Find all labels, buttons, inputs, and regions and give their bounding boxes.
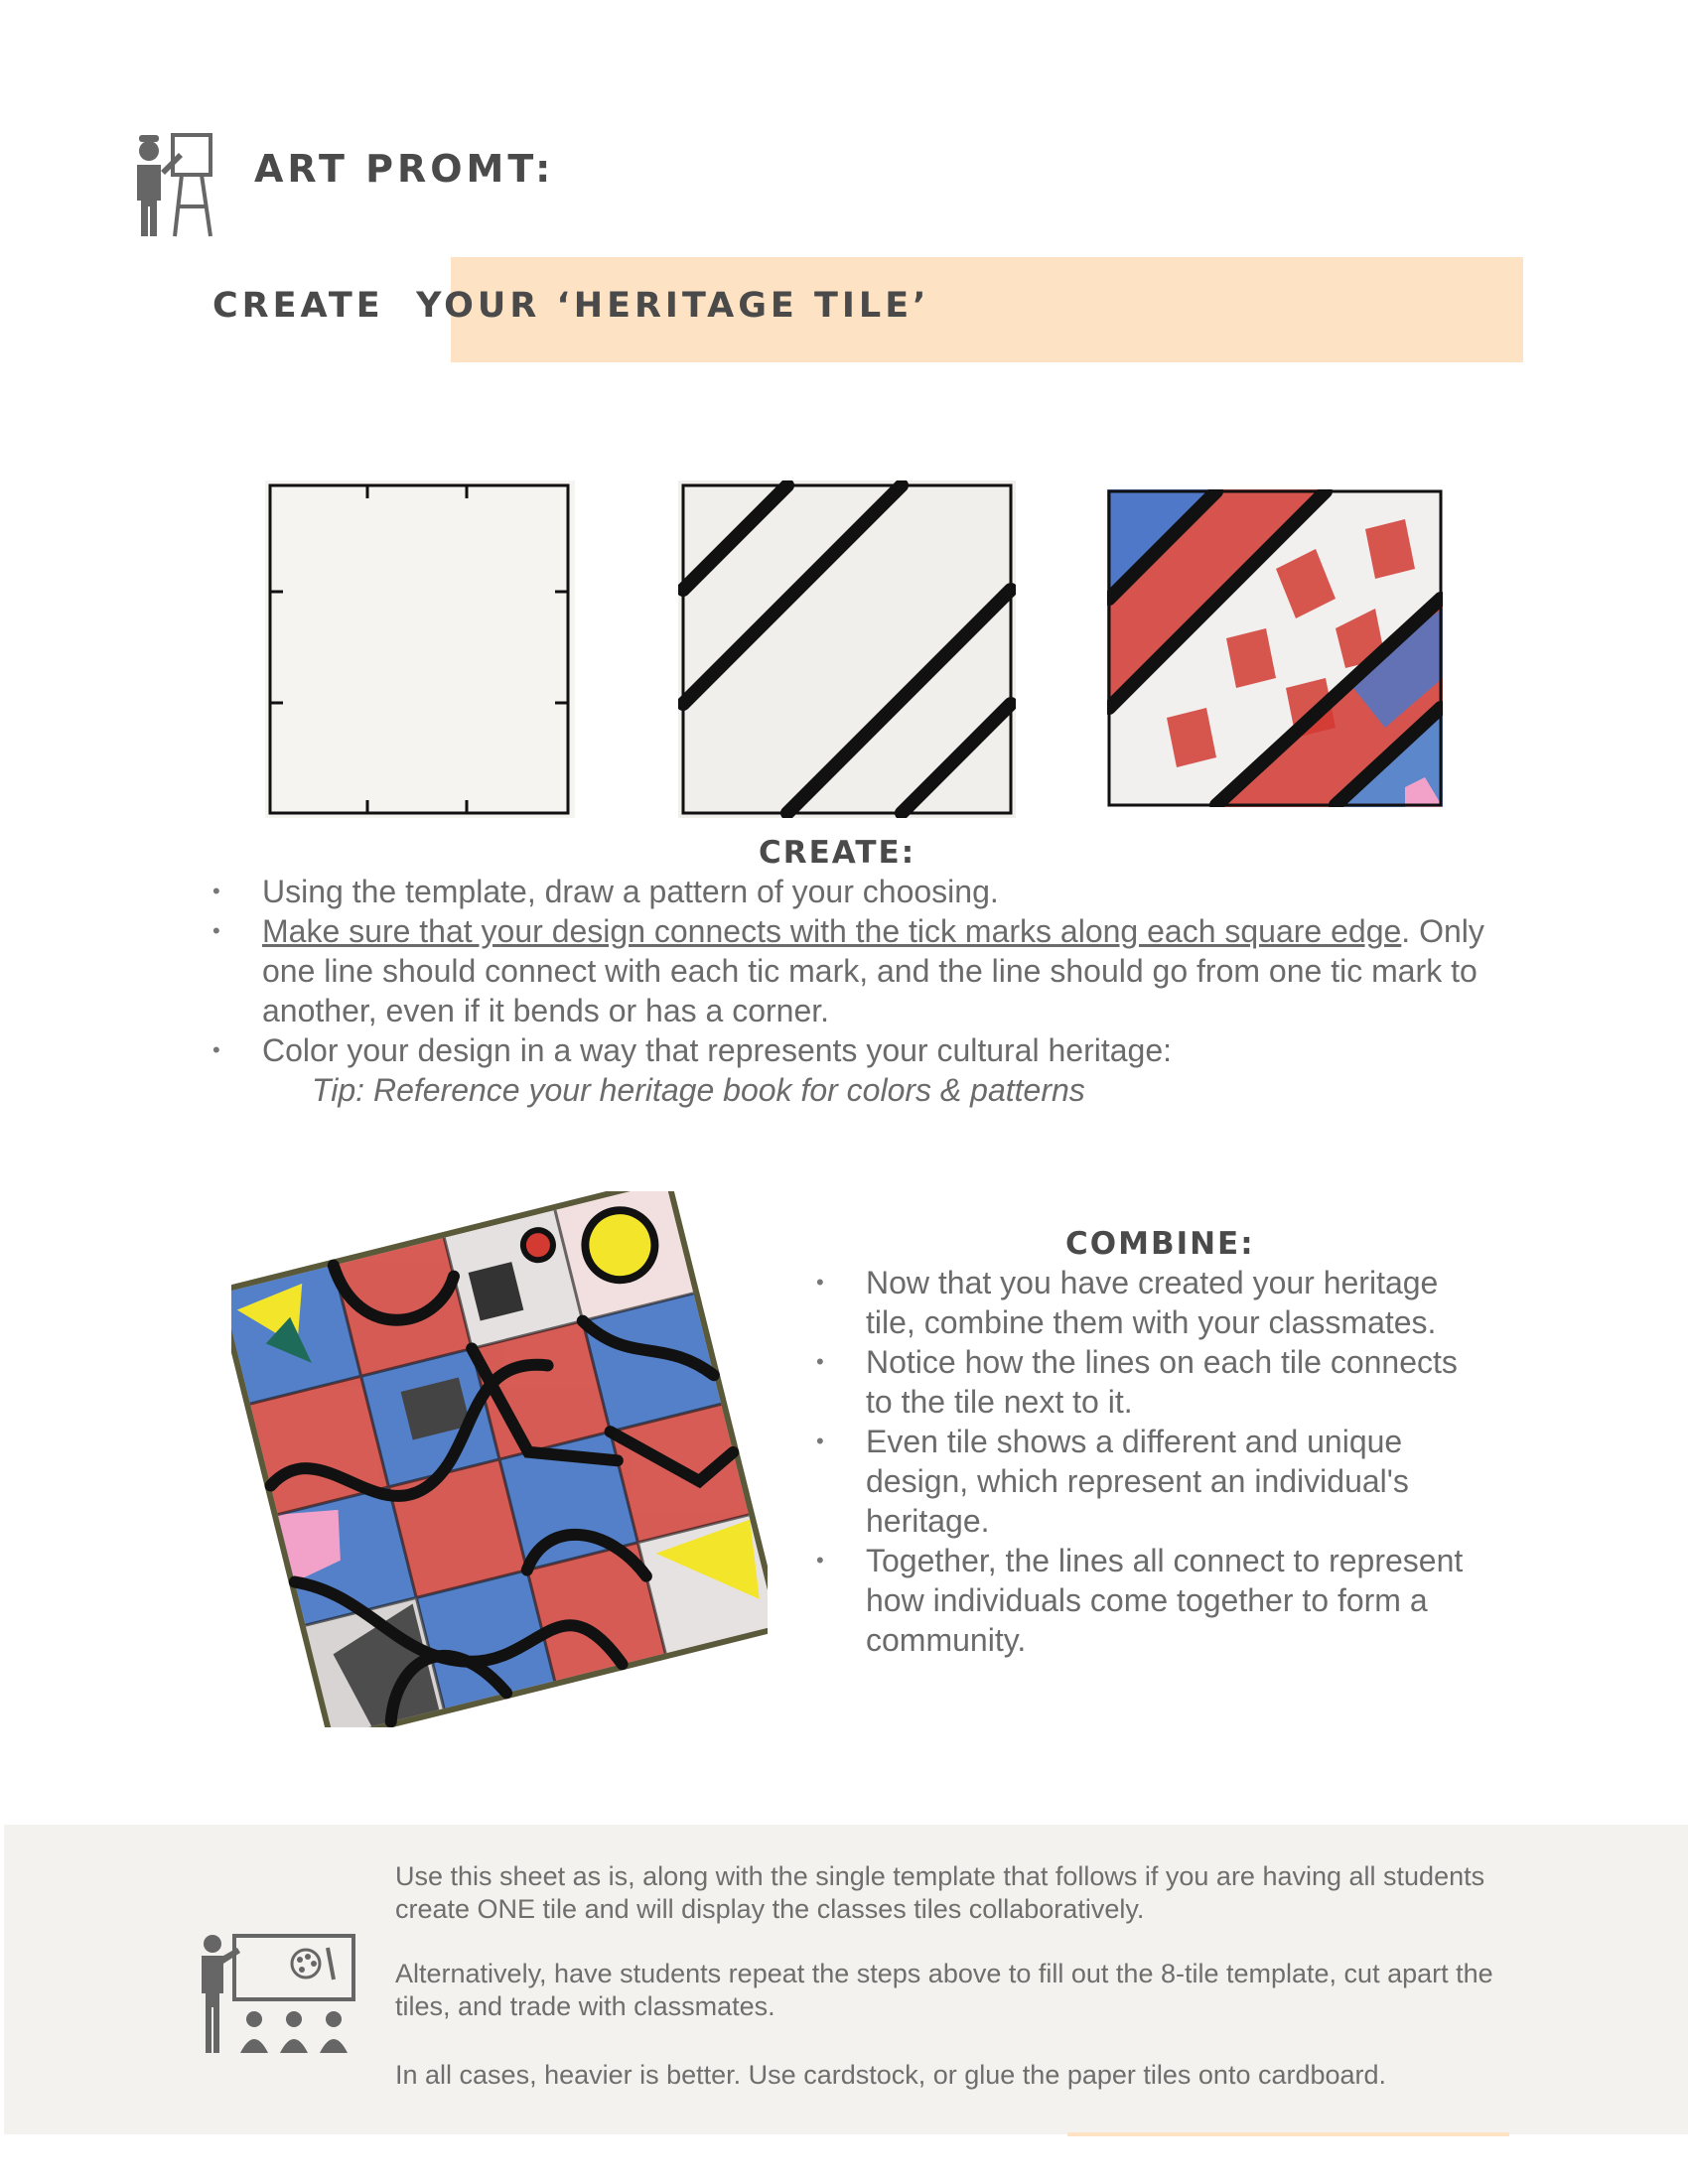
- list-item: • Notice how the lines on each tile connects to the tile next to it.: [816, 1342, 1491, 1422]
- list-item: • Together, the lines all connect to represent how individuals come together to form a community.: [816, 1541, 1491, 1660]
- list-item: • Even tile shows a different and unique design, which represent an individual's heritage.: [816, 1422, 1491, 1541]
- teacher-presenting-to-students-icon: [187, 1934, 357, 2055]
- page-title: ART PROMT:: [254, 147, 555, 191]
- list-item: • Now that you have created your heritage tile, combine them with your classmates.: [816, 1263, 1491, 1342]
- create-instructions: [212, 872, 1503, 1110]
- combined-tiles-image: [231, 1191, 768, 1727]
- colored-tile-image: [1107, 489, 1443, 807]
- lined-tile-image: [678, 480, 1016, 818]
- footer-accent-line: [1067, 2132, 1509, 2136]
- teacher-note-1: Use this sheet as is, along with the single template that follows if you are having all students create ONE tile and will display the classes tiles collaboratively.: [395, 1861, 1485, 1924]
- create-bullet-list: [212, 872, 1503, 1070]
- list-item: • Color your design in a way that represents your cultural heritage:: [212, 1030, 1503, 1070]
- combine-instructions: [816, 1263, 1491, 1660]
- combine-bullet-list: [816, 1263, 1491, 1660]
- page-subtitle: CREATE YOUR ‘HERITAGE TILE’: [212, 286, 930, 326]
- tip-text: Tip: Reference your heritage book for colors & patterns: [312, 1072, 1085, 1108]
- list-item: • Make sure that your design connects with the tick marks along each square edge. Only one line should connect with each tic mark, and the line should go from one tic mark to another, even if it bends or has a corner.: [212, 911, 1503, 1030]
- teacher-note-3: In all cases, heavier is better. Use cardstock, or glue the paper tiles onto cardboard.: [395, 2060, 1387, 2090]
- teacher-note-2: Alternatively, have students repeat the steps above to fill out the 8-tile template, cut apart the tiles, and trade with classmates.: [395, 1959, 1493, 2021]
- create-heading: CREATE:: [759, 835, 916, 871]
- list-item: • Using the template, draw a pattern of your choosing.: [212, 872, 1503, 911]
- combine-heading: COMBINE:: [1065, 1226, 1255, 1262]
- underlined-instruction: Make sure that your design connects with the tick marks along each square edge: [262, 913, 1402, 949]
- blank-tile-template-image: [265, 480, 575, 818]
- painter-at-easel-icon: [127, 127, 216, 238]
